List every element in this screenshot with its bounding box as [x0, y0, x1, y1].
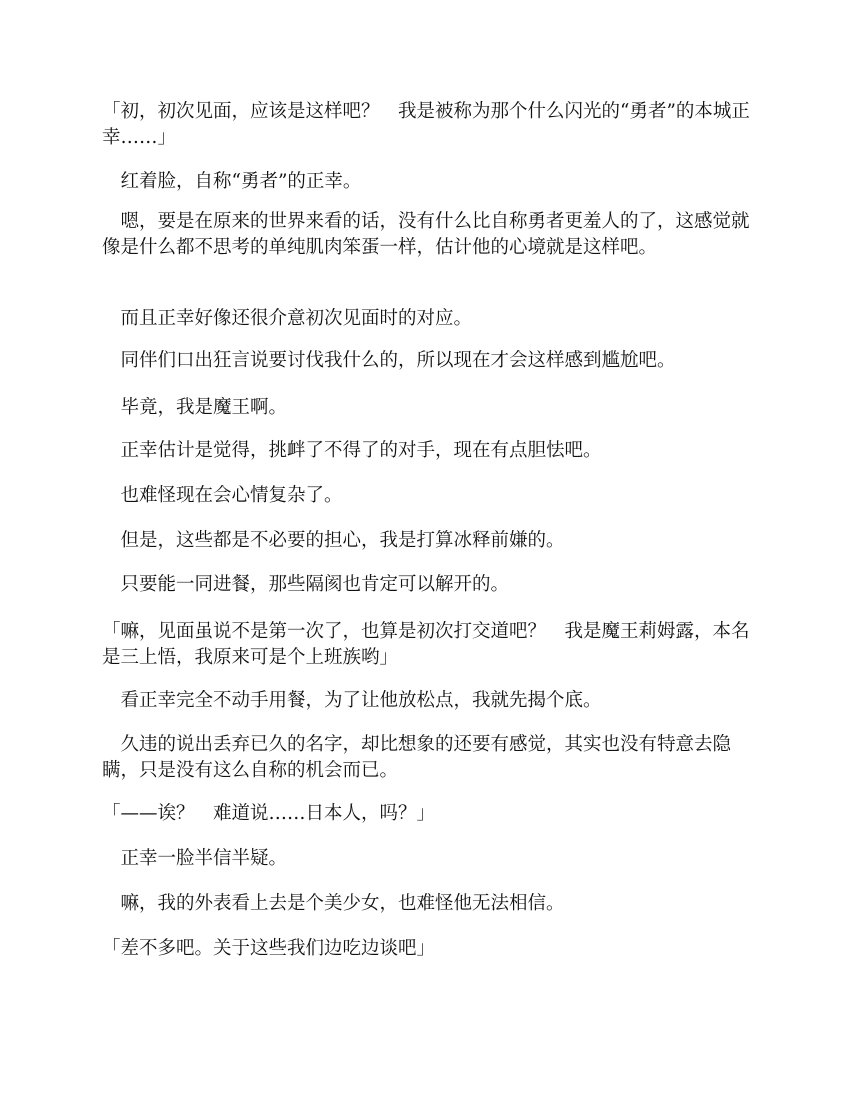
paragraph-14: 「——诶？ 难道说……日本人，吗？」 — [102, 803, 436, 824]
paragraph-10: 只要能一同进餐，那些隔阂也肯定可以解开的。 — [102, 574, 510, 595]
paragraph-2: 红着脸，自称“勇者”的正幸。 — [102, 171, 362, 192]
paragraph-4: 而且正幸好像还很介意初次见面时的对应。 — [102, 308, 473, 329]
paragraph-15: 正幸一脸半信半疑。 — [102, 848, 288, 869]
paragraph-13: 久违的说出丢弃已久的名字，却比想象的还要有感觉，其实也没有特意去隐瞒，只是没有这么自称的机会而已。 — [102, 734, 732, 781]
paragraph-6: 毕竟，我是魔王啊。 — [102, 397, 288, 418]
paragraph-1: 「初，初次见面，应该是这样吧？ 我是被称为那个什么闪光的“勇者”的本城正幸……」 — [102, 101, 750, 148]
paragraph-12: 看正幸完全不动手用餐，为了让他放松点，我就先揭个底。 — [102, 690, 602, 711]
paragraph-5: 同伴们口出狂言说要讨伐我什么的，所以现在才会这样感到尴尬吧。 — [102, 350, 676, 371]
paragraph-17: 「差不多吧。关于这些我们边吃边谈吧」 — [102, 938, 436, 959]
paragraph-9: 但是，这些都是不必要的担心，我是打算冰释前嫌的。 — [102, 530, 565, 551]
paragraph-7: 正幸估计是觉得，挑衅了不得了的对手，现在有点胆怯吧。 — [102, 440, 602, 461]
paragraph-8: 也难怪现在会心情复杂了。 — [102, 485, 343, 506]
paragraph-11: 「嘛，见面虽说不是第一次了，也算是初次打交道吧？ 我是魔王莉姆露，本名是三上悟，我原来可是个上班族哟」 — [102, 621, 750, 668]
paragraph-3: 嗯，要是在原来的世界来看的话，没有什么比自称勇者更羞人的了，这感觉就像是什么都不思考的单纯肌肉笨蛋一样，估计他的心境就是这样吧。 — [102, 211, 750, 258]
paragraph-16: 嘛，我的外表看上去是个美少女，也难怪他无法相信。 — [102, 893, 565, 914]
